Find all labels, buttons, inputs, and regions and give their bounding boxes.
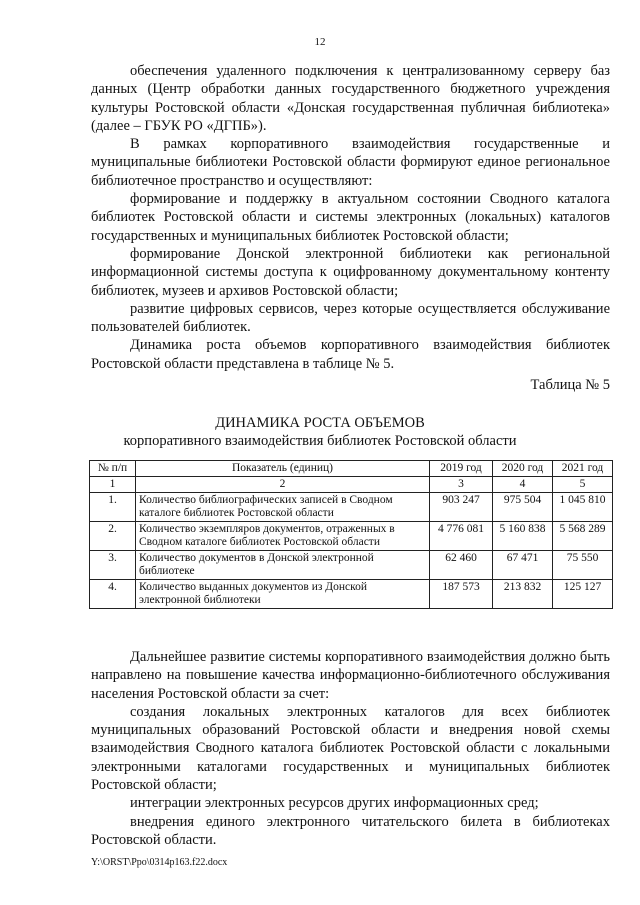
paragraph: внедрения единого электронного читательского билета в библиотеках Ростовской области. <box>91 813 610 848</box>
index-cell: 4 <box>493 477 553 493</box>
row-indicator: Количество документов в Донской электронной библиотеке <box>136 551 430 580</box>
header-cell: Показатель (единиц) <box>136 461 430 477</box>
row-indicator: Количество выданных документов из Донской электронной библиотеки <box>136 580 430 609</box>
footer-file-path: Y:\ORST\Ppo\0314p163.f22.docx <box>91 857 228 868</box>
table-row <box>90 493 613 522</box>
row-indicator: Количество экземпляров документов, отраженных в Сводном каталоге библиотек Ростовской области <box>136 522 430 551</box>
value-2019: 187 573 <box>430 580 493 609</box>
table-title: ДИНАМИКА РОСТА ОБЪЕМОВ <box>215 415 425 431</box>
conclusion-text <box>91 648 610 849</box>
page-number: 12 <box>314 36 326 48</box>
table-title-block <box>0 414 640 450</box>
value-2019: 4 776 081 <box>430 522 493 551</box>
table-index-row <box>90 477 613 493</box>
index-cell: 5 <box>553 477 613 493</box>
paragraph: В рамках корпоративного взаимодействия государственные и муниципальные библиотеки Ростовской области формируют единое региональное библиотечное пространство и осуществляют: <box>91 136 610 189</box>
index-cell: 1 <box>90 477 136 493</box>
table-label: Таблица № 5 <box>530 377 610 393</box>
value-2021: 1 045 810 <box>553 493 613 522</box>
intro-text <box>91 62 610 373</box>
paragraph: Дальнейшее развитие системы корпоративного взаимодействия должно быть направлено на повышение качества информационно-библиотечного обслуживания населения Ростовской области за счет: <box>91 649 610 702</box>
row-number: 2. <box>90 522 136 551</box>
value-2019: 62 460 <box>430 551 493 580</box>
value-2020: 213 832 <box>493 580 553 609</box>
row-number: 3. <box>90 551 136 580</box>
value-2020: 5 160 838 <box>493 522 553 551</box>
value-2020: 975 504 <box>493 493 553 522</box>
header-cell: 2020 год <box>493 461 553 477</box>
table-row <box>90 551 613 580</box>
paragraph: формирование Донской электронной библиотеки как региональной информационной системы доступа к оцифрованному документальному контенту библиотек, музеев и архивов Ростовской области; <box>91 245 610 299</box>
value-2021: 5 568 289 <box>553 522 613 551</box>
paragraph: интеграции электронных ресурсов других информационных сред; <box>130 795 539 812</box>
value-2019: 903 247 <box>430 493 493 522</box>
table-row <box>90 522 613 551</box>
row-number: 1. <box>90 493 136 522</box>
index-cell: 2 <box>136 477 430 493</box>
paragraph: обеспечения удаленного подключения к централизованному серверу баз данных (Центр обработки данных государственного бюджетного учреждения культуры Ростовской области «Донская государственная публичная библиотека» (далее – ГБУК РО «ДГПБ»). <box>91 63 610 134</box>
header-cell: № п/п <box>90 461 136 477</box>
index-cell: 3 <box>430 477 493 493</box>
paragraph: развитие цифровых сервисов, через которые осуществляется обслуживание пользователей библиотек. <box>91 300 610 336</box>
row-indicator: Количество библиографических записей в Сводном каталоге библиотек Ростовской области <box>136 493 430 522</box>
row-number: 4. <box>90 580 136 609</box>
paragraph: создания локальных электронных каталогов для всех библиотек муниципальных образований Ростовской области и внедрения новой схемы взаимодействия Сводного каталога библиотек Ростовской области с локальными электронными каталогами государственных и муниципальных библиотек Ростовской области; <box>91 703 610 794</box>
value-2021: 75 550 <box>553 551 613 580</box>
paragraph: формирование и поддержку в актуальном состоянии Сводного каталога библиотек Ростовской области и системы электронных (локальных) каталогов государственных и муниципальных библиотек Ростовской области; <box>91 191 610 244</box>
header-cell: 2019 год <box>430 461 493 477</box>
value-2020: 67 471 <box>493 551 553 580</box>
table-subtitle: корпоративного взаимодействия библиотек Ростовской области <box>123 433 517 449</box>
data-table <box>89 460 613 609</box>
table-header-row <box>90 461 613 477</box>
value-2021: 125 127 <box>553 580 613 609</box>
table-row <box>90 580 613 609</box>
paragraph: Динамика роста объемов корпоративного взаимодействия библиотек Ростовской области представлена в таблице № 5. <box>91 337 610 372</box>
header-cell: 2021 год <box>553 461 613 477</box>
